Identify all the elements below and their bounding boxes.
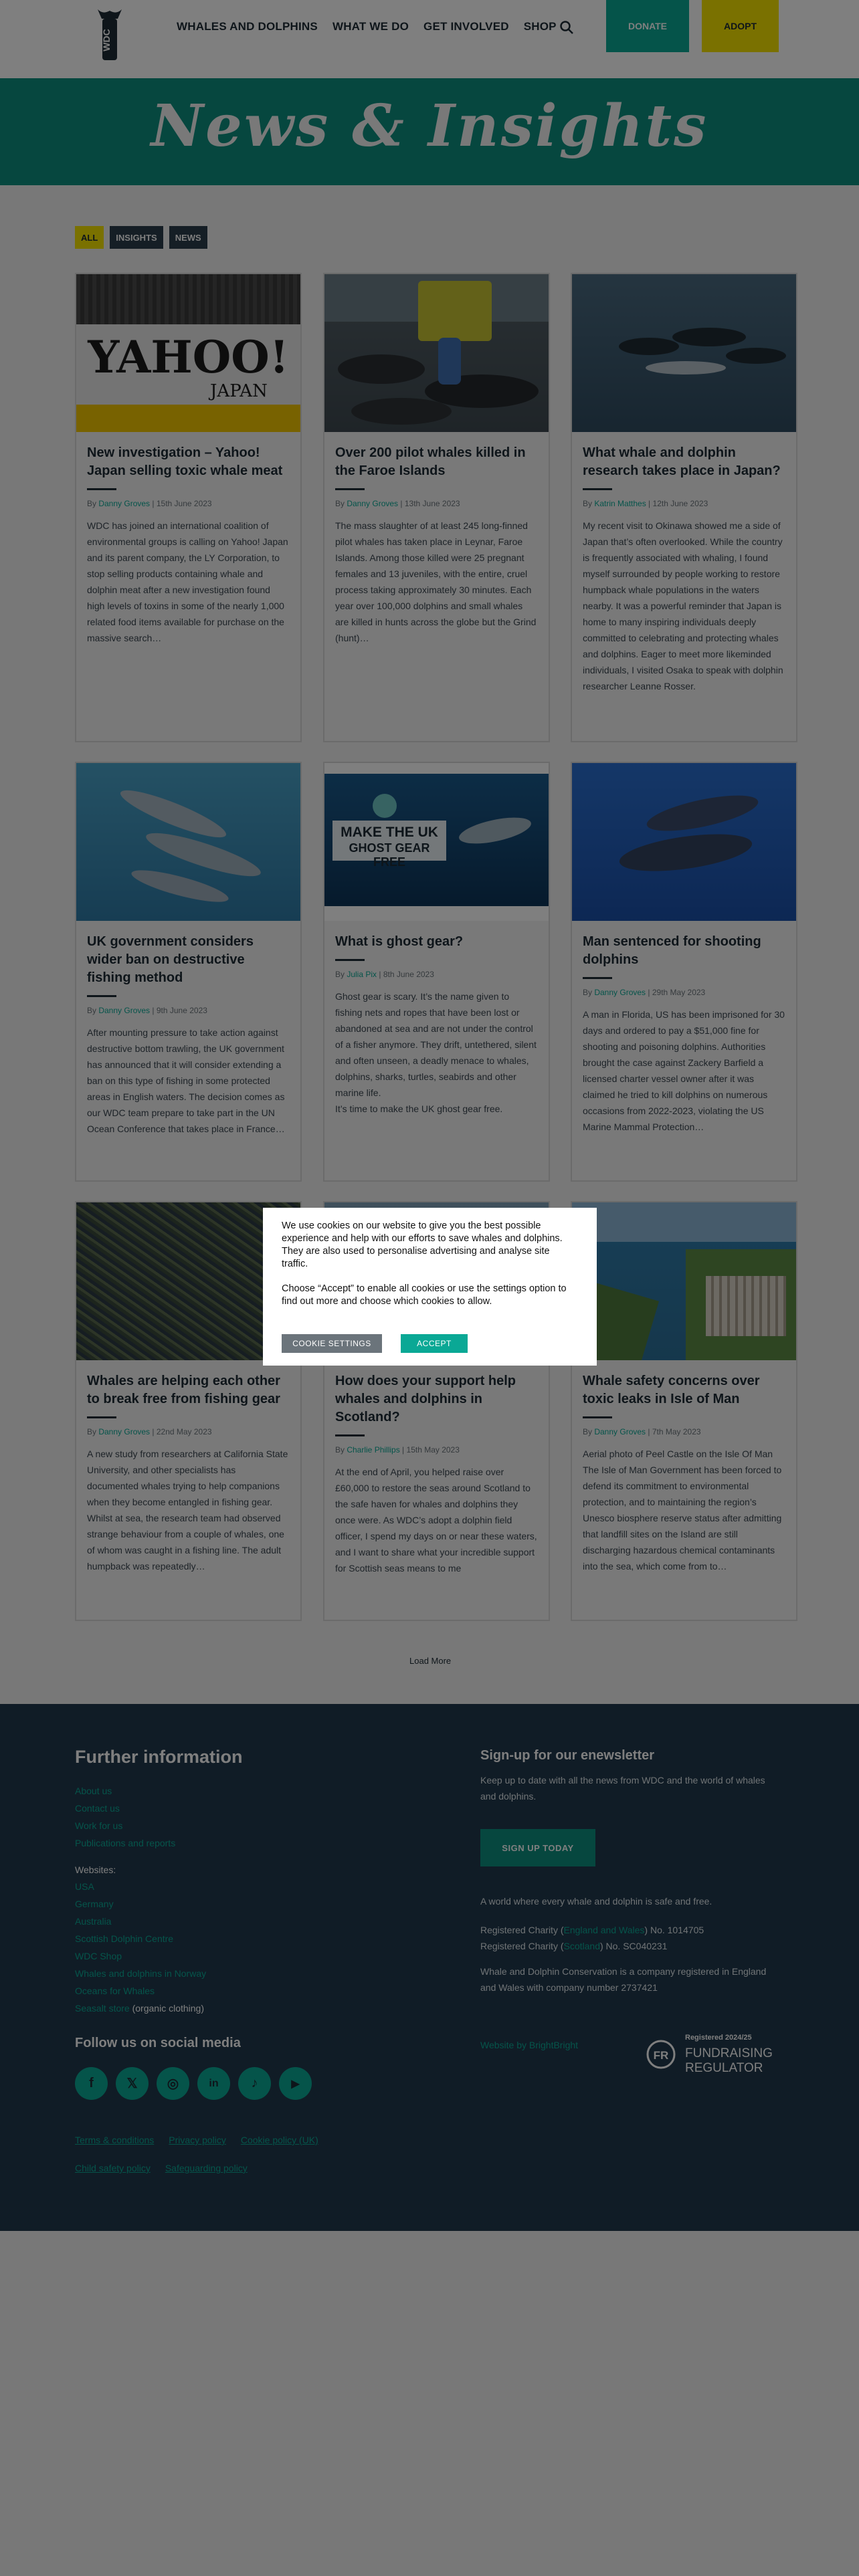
cookie-choice-text: Choose “Accept” to enable all cookies or use the settings option to find out more and choose which cookies to allow.: [282, 1283, 567, 1307]
cookie-settings-button[interactable]: COOKIE SETTINGS: [282, 1334, 382, 1353]
cookie-banner: [263, 1208, 597, 1366]
cookie-accept-button[interactable]: ACCEPT: [401, 1334, 468, 1353]
cookie-text: We use cookies on our website to give you the best possible experience and help with our efforts to save whales and dolphins. They are also used to personalise advertising and analyse site traffic.: [282, 1220, 563, 1269]
cookie-actions: [282, 1334, 468, 1353]
